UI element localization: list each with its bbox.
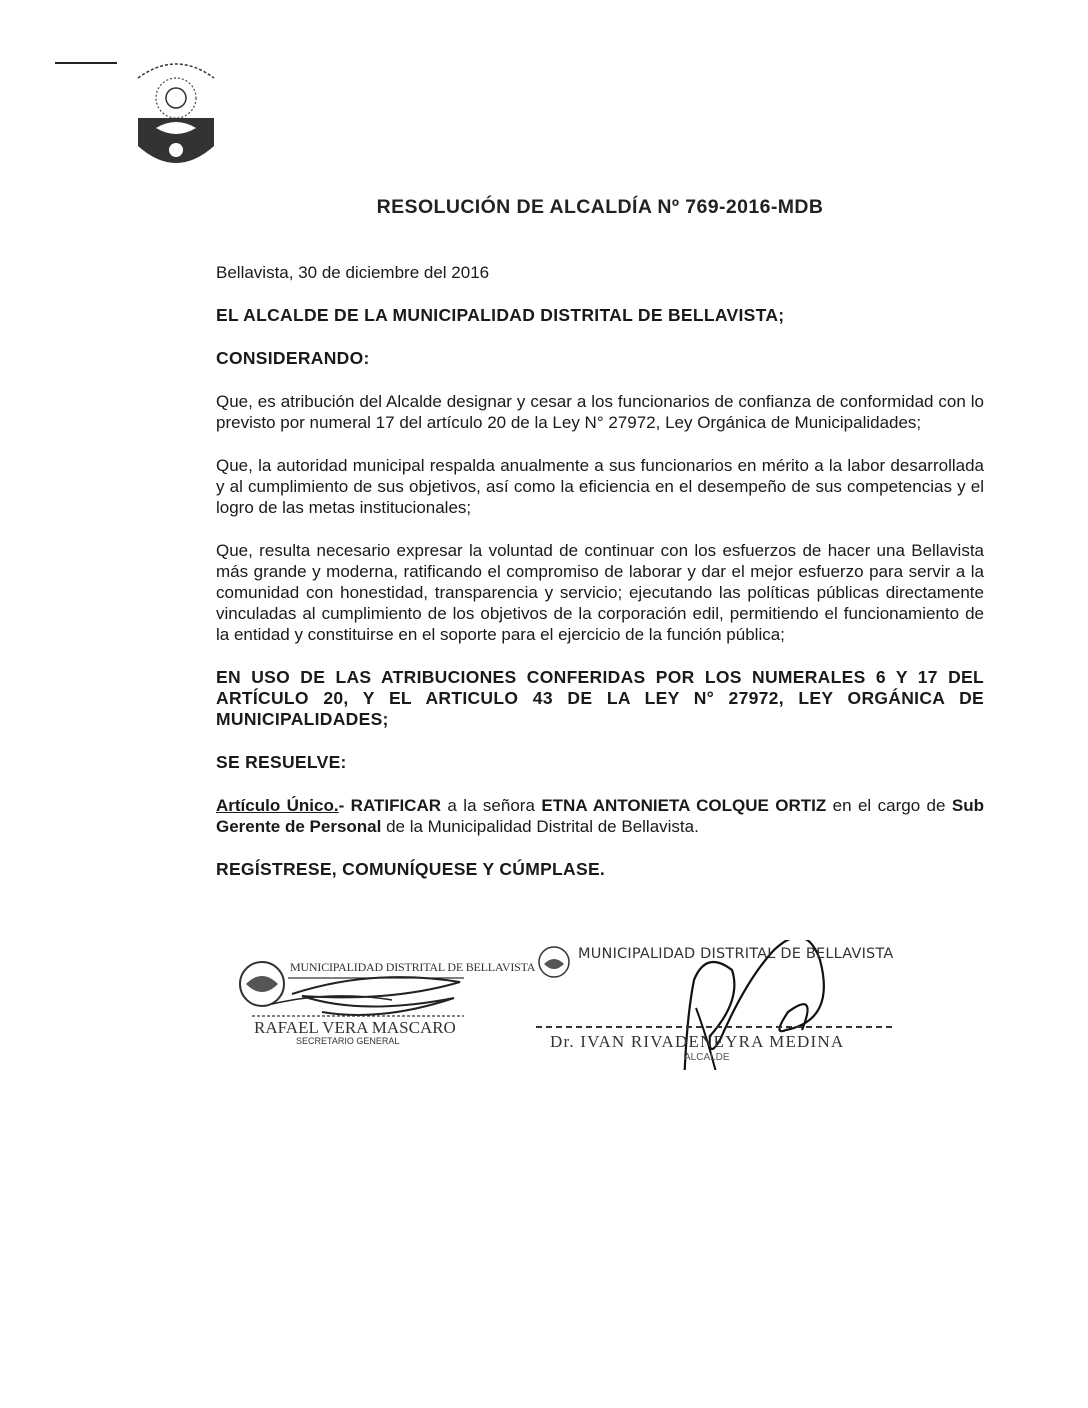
- signature-block-secretary: [232, 950, 536, 1050]
- resolves-heading: SE RESUELVE:: [216, 752, 347, 772]
- article-text-b: en el cargo de: [826, 796, 952, 815]
- mayor-role: ALCALDE: [684, 1052, 730, 1063]
- secretary-role: SECRETARIO GENERAL: [296, 1036, 400, 1046]
- considering-heading: CONSIDERANDO:: [216, 348, 370, 368]
- signature-line: [536, 1026, 892, 1028]
- article-separator: -: [338, 796, 351, 815]
- article-paragraph: [216, 795, 984, 837]
- authority-heading: EL ALCALDE DE LA MUNICIPALIDAD DISTRITAL DE BELLAVISTA;: [216, 305, 785, 325]
- secretary-name: RAFAEL VERA MASCARO: [254, 1018, 456, 1037]
- article-verb: RATIFICAR: [350, 796, 442, 815]
- secretary-stamp-text: MUNICIPALIDAD DISTRITAL DE BELLAVISTA: [290, 960, 536, 974]
- closing-line: REGÍSTRESE, COMUNÍQUESE Y CÚMPLASE.: [216, 859, 606, 879]
- document-date: Bellavista, 30 de diciembre del 2016: [216, 263, 490, 282]
- article-title: Artículo Único.: [216, 796, 339, 815]
- article-position: Sub Gerente de Personal: [216, 796, 984, 836]
- document-body: [216, 262, 984, 902]
- article-text-c: de la Municipalidad Distrital de Bellavista.: [381, 817, 699, 836]
- municipal-seal: [128, 58, 224, 180]
- paragraph-2: Que, la autoridad municipal respalda anualmente a sus funcionarios en mérito a la labor desarrollada y al cumplimiento de sus objetivos, así como la eficiencia en el desempeño de sus competencias y el logro de las metas institucionales;: [216, 456, 984, 517]
- mayor-stamp-text: MUNICIPALIDAD DISTRITAL DE BELLAVISTA: [578, 946, 894, 962]
- signature-block-mayor: [536, 940, 896, 1070]
- mayor-name: Dr. IVAN RIVADENEYRA MEDINA: [550, 1032, 845, 1051]
- article-text-a: a la señora: [441, 796, 542, 815]
- article-person: ETNA ANTONIETA COLQUE ORTIZ: [541, 796, 827, 815]
- powers-paragraph: EN USO DE LAS ATRIBUCIONES CONFERIDAS POR LOS NUMERALES 6 Y 17 DEL ARTÍCULO 20, Y EL ARTICULO 43 DE LA LEY N° 27972, LEY ORGÁNICA DE MUNICIPALIDADES;: [216, 667, 984, 729]
- paragraph-1: Que, es atribución del Alcalde designar y cesar a los funcionarios de confianza de conformidad con lo previsto por numeral 17 del artículo 20 de la Ley N° 27972, Ley Orgánica de Municipalidades;: [216, 392, 984, 432]
- scan-mark: [55, 62, 117, 64]
- document-title: RESOLUCIÓN DE ALCALDÍA Nº 769-2016-MDB: [376, 196, 824, 218]
- paragraph-3: Que, resulta necesario expresar la voluntad de continuar con los esfuerzos de hacer una Bellavista más grande y moderna, ratificando el compromiso de laborar y dar el mejor esfuerzo para servir a la comunidad con honestidad, transparencia y servicio; ejecutando las políticas públicas directamente vinculadas al cumplimiento de los objetivos de la corporación edil, permitiendo el funcionamiento de la entidad y constituirse en el soporte para el ejercicio de la función pública;: [216, 541, 984, 644]
